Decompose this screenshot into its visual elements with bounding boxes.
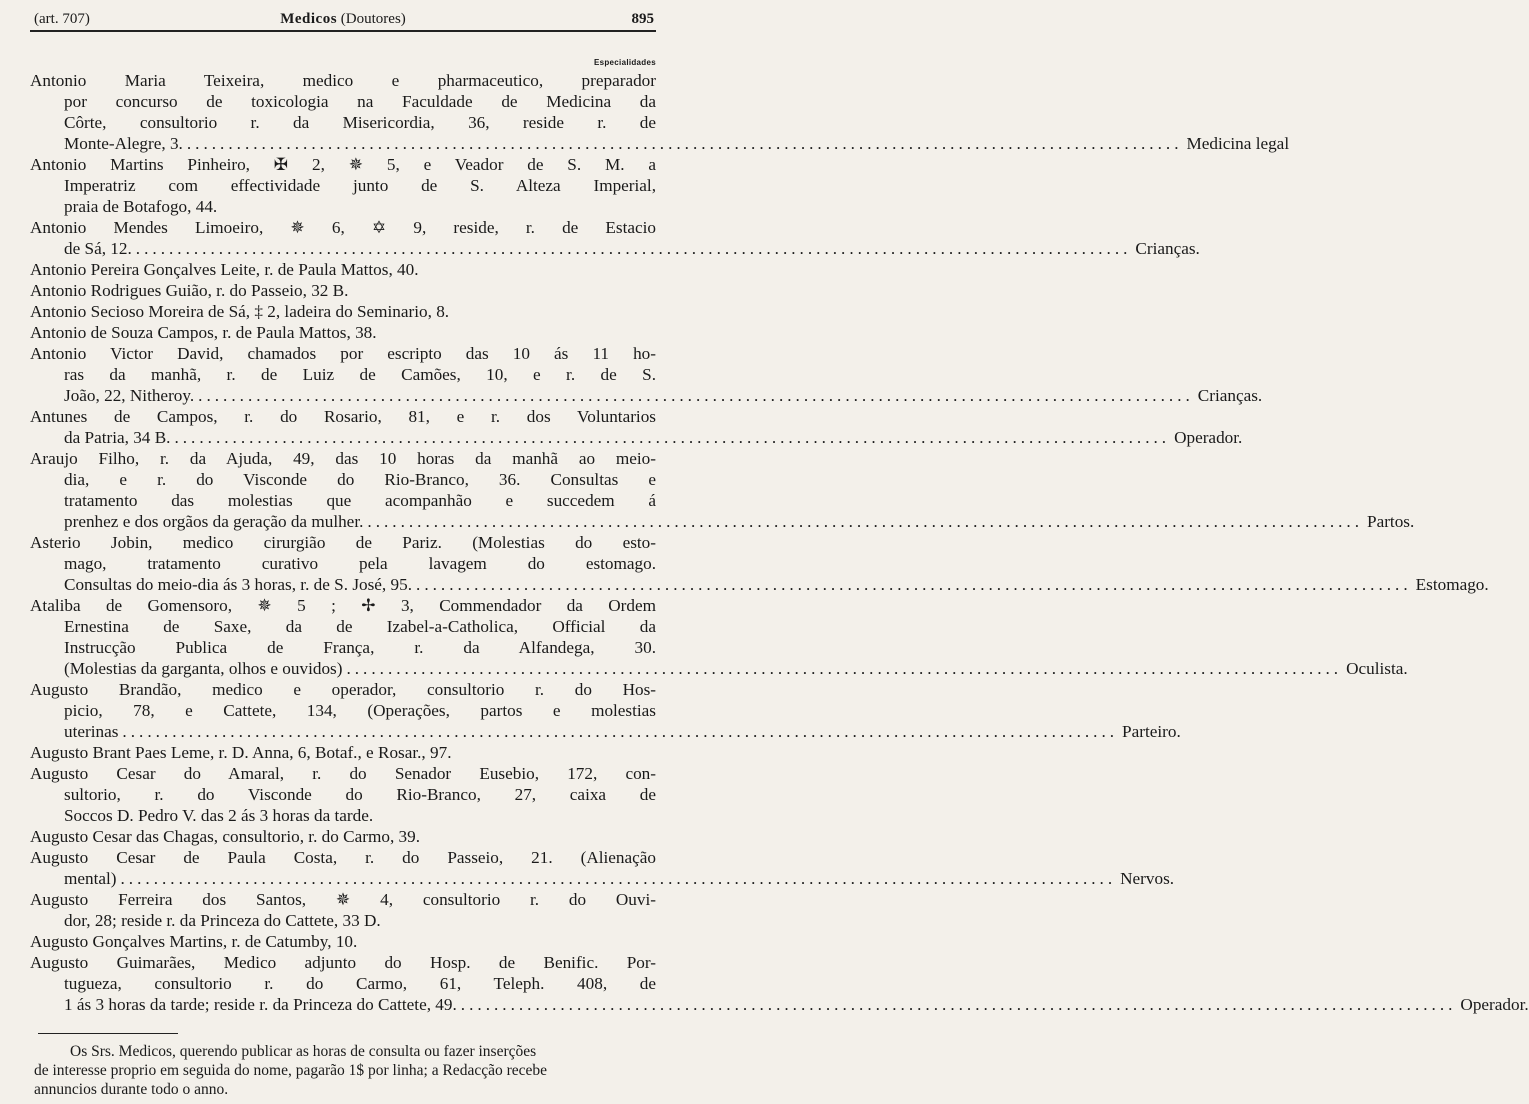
entry-text: Augusto Brandão, medico e operador, consultorio r. do Hos- <box>30 680 656 699</box>
directory-entry <box>30 742 656 763</box>
dot-leader: ........................................................................................................................ <box>120 869 1117 888</box>
footer-line: de interesse proprio em seguida do nome, pagarão 1$ por linha; a Redacção recebe <box>34 1062 548 1079</box>
entry-text: picio, 78, e Cattete, 134, (Operações, partos e molestias <box>64 701 656 720</box>
specialty-label: Operador. <box>1174 428 1243 447</box>
entry-text: Ataliba de Gomensoro, ✵ 5 ; ✢ 3, Commendador da Ordem <box>30 596 656 615</box>
entry-continuation-line <box>30 868 1175 889</box>
entry-text: tugueza, consultorio r. do Carmo, 61, Teleph. 408, de <box>64 974 656 993</box>
specialty-label: Nervos. <box>1120 869 1175 888</box>
entry-name-line <box>30 826 656 847</box>
entry-text: Consultas do meio-dia ás 3 horas, r. de S. José, 95. <box>64 575 413 594</box>
entry-text: Antonio Rodrigues Guião, r. do Passeio, 32 B. <box>30 281 349 300</box>
entry-text: Augusto Cesar do Amaral, r. do Senador Eusebio, 172, con- <box>30 764 656 783</box>
entry-continuation-line <box>30 364 656 385</box>
entry-continuation-line <box>30 238 1200 259</box>
entry-name-line <box>30 931 656 952</box>
entry-name-line <box>30 679 656 700</box>
directory-entry <box>30 343 1263 406</box>
entry-name-line <box>30 70 656 91</box>
directory-entry <box>30 280 656 301</box>
entry-text: Augusto Cesar das Chagas, consultorio, r. do Carmo, 39. <box>30 827 421 846</box>
entry-text: Augusto Gonçalves Martins, r. de Catumby, 10. <box>30 932 358 951</box>
specialty-label: Estomago. <box>1415 575 1489 594</box>
entry-continuation-line <box>30 910 656 931</box>
entry-name-line <box>30 217 656 238</box>
page-title-sub: (Doutores) <box>340 11 406 27</box>
entry-name-line <box>30 406 656 427</box>
entry-continuation-line <box>30 553 656 574</box>
dot-leader: ........................................................................................................................ <box>460 995 1457 1014</box>
entry-text: Augusto Cesar de Paula Costa, r. do Passeio, 21. (Alienação <box>30 848 656 867</box>
entry-name-line <box>30 952 656 973</box>
entry-continuation-line <box>30 112 656 133</box>
entry-text: Antonio Pereira Gonçalves Leite, r. de Paula Mattos, 40. <box>30 260 419 279</box>
entry-name-line <box>30 448 656 469</box>
entry-continuation-line <box>30 91 656 112</box>
entry-continuation-line <box>30 973 656 994</box>
entry-continuation-line <box>30 637 656 658</box>
entry-continuation-line <box>30 511 1415 532</box>
entry-text: de Sá, 12. <box>64 239 132 258</box>
entry-text: Augusto Brant Paes Leme, r. D. Anna, 6, Botaf., e Rosar., 97. <box>30 743 452 762</box>
specialty-label: Crianças. <box>1135 239 1200 258</box>
article-reference: (art. 707) <box>34 11 90 27</box>
entry-text: Antunes de Campos, r. do Rosario, 81, e r. dos Voluntarios <box>30 407 656 426</box>
dot-leader: ........................................................................................................................ <box>174 428 1171 447</box>
entry-text: prenhez e dos orgãos da geração da mulher. <box>64 512 364 531</box>
entry-continuation-line <box>30 490 656 511</box>
entry-text: Antonio Mendes Limoeiro, ✵ 6, ✡ 9, reside, r. de Estacio <box>30 218 656 237</box>
entry-continuation-line <box>30 805 656 826</box>
entry-text: praia de Botafogo, 44. <box>64 197 218 216</box>
specialty-label: Operador. <box>1460 995 1529 1014</box>
entry-name-line <box>30 889 656 910</box>
specialty-label: Medicina legal <box>1186 134 1290 153</box>
entry-name-line <box>30 532 656 553</box>
entry-text: Côrte, consultorio r. da Misericordia, 36, reside r. de <box>64 113 656 132</box>
footer-notice <box>30 1042 656 1099</box>
entry-text: Augusto Guimarães, Medico adjunto do Hosp. de Benific. Por- <box>30 953 656 972</box>
entry-continuation-line <box>30 133 1290 154</box>
entry-text: sultorio, r. do Visconde do Rio-Branco, 27, caixa de <box>64 785 656 804</box>
entry-text: Antonio de Souza Campos, r. de Paula Mattos, 38. <box>30 323 377 342</box>
entry-continuation-line <box>30 385 1263 406</box>
entry-text: Imperatriz com effectividade junto de S. Alteza Imperial, <box>64 176 656 195</box>
footer-divider <box>38 1033 178 1034</box>
entry-text: mago, tratamento curativo pela lavagem do estomago. <box>64 554 656 573</box>
entry-name-line <box>30 259 656 280</box>
entry-text: ras da manhã, r. de Luiz de Camões, 10, e r. de S. <box>64 365 656 384</box>
dot-leader: ........................................................................................................................ <box>416 575 1412 594</box>
entry-name-line <box>30 154 656 175</box>
entry-continuation-line <box>30 700 656 721</box>
entry-continuation-line <box>30 469 656 490</box>
footer-line: Os Srs. Medicos, querendo publicar as horas de consulta ou fazer inserções <box>70 1043 537 1060</box>
specialty-column-header: Especialidades <box>593 58 656 67</box>
dot-leader: ........................................................................................................................ <box>122 722 1119 741</box>
directory-entry <box>30 532 1489 595</box>
entry-text: dia, e r. do Visconde do Rio-Branco, 36. Consultas e <box>64 470 656 489</box>
entry-text: mental) <box>64 869 117 888</box>
entry-continuation-line <box>30 175 656 196</box>
dot-leader: ........................................................................................................................ <box>186 134 1183 153</box>
dot-leader: ........................................................................................................................ <box>367 512 1364 531</box>
entry-text: Instrucção Publica de França, r. da Alfandega, 30. <box>64 638 656 657</box>
entry-name-line <box>30 742 656 763</box>
entry-name-line <box>30 763 656 784</box>
directory-entry <box>30 679 1181 742</box>
directory-entry <box>30 406 1243 448</box>
specialty-label: Parteiro. <box>1122 722 1181 741</box>
entry-text: Araujo Filho, r. da Ajuda, 49, das 10 horas da manhã ao meio- <box>30 449 656 468</box>
entry-name-line <box>30 847 656 868</box>
entry-name-line <box>30 301 656 322</box>
entry-text: 1 ás 3 horas da tarde; reside r. da Princeza do Cattete, 49. <box>64 995 457 1014</box>
directory-entry <box>30 259 656 280</box>
doctor-entries <box>30 70 1529 1015</box>
directory-entry <box>30 595 1408 679</box>
directory-entry <box>30 931 656 952</box>
entry-continuation-line <box>30 616 656 637</box>
entry-text: Antonio Secioso Moreira de Sá, ‡ 2, ladeira do Seminario, 8. <box>30 302 450 321</box>
entry-text: Soccos D. Pedro V. das 2 ás 3 horas da tarde. <box>64 806 374 825</box>
entry-text: da Patria, 34 B. <box>64 428 171 447</box>
entry-continuation-line <box>30 196 656 217</box>
footer-line: annuncios durante todo o anno. <box>34 1081 229 1098</box>
page-title-main: Medicos <box>280 11 338 27</box>
entry-text: tratamento das molestias que acompanhão e succedem á <box>64 491 656 510</box>
page-header <box>30 8 656 32</box>
entry-name-line <box>30 322 656 343</box>
specialty-label: Partos. <box>1367 512 1415 531</box>
directory-entry <box>30 826 656 847</box>
directory-entry <box>30 70 1290 154</box>
entry-text: Antonio Martins Pinheiro, ✠ 2, ✵ 5, e Veador de S. M. a <box>30 155 656 174</box>
page-title <box>30 8 656 30</box>
entry-text: Augusto Ferreira dos Santos, ✵ 4, consultorio r. do Ouvi- <box>30 890 656 909</box>
entry-text: Antonio Maria Teixeira, medico e pharmaceutico, preparador <box>30 71 656 90</box>
page-number: 895 <box>631 11 654 27</box>
entry-text: Ernestina de Saxe, da de Izabel-a-Catholica, Official da <box>64 617 656 636</box>
directory-entry <box>30 448 1415 532</box>
entry-text: por concurso de toxicologia na Faculdade de Medicina da <box>64 92 656 111</box>
directory-entry <box>30 154 656 217</box>
directory-entry <box>30 952 1529 1015</box>
directory-entry <box>30 217 1200 259</box>
entry-text: Antonio Victor David, chamados por escripto das 10 ás 11 ho- <box>30 344 656 363</box>
specialty-label: Crianças. <box>1197 386 1263 405</box>
entry-continuation-line <box>30 427 1243 448</box>
entry-name-line <box>30 343 656 364</box>
entry-continuation-line <box>30 721 1181 742</box>
directory-entry <box>30 847 1175 889</box>
entry-continuation-line <box>30 994 1529 1015</box>
directory-entry <box>30 763 656 826</box>
directory-entry <box>30 322 656 343</box>
entry-text: João, 22, Nitheroy. <box>64 386 195 405</box>
entry-text: Monte-Alegre, 3. <box>64 134 183 153</box>
entry-text: Asterio Jobin, medico cirurgião de Pariz. (Molestias do esto- <box>30 533 656 552</box>
entry-text: uterinas <box>64 722 119 741</box>
entry-text: dor, 28; reside r. da Princeza do Cattete, 33 D. <box>64 911 381 930</box>
directory-entry <box>30 889 656 931</box>
entry-text: (Molestias da garganta, olhos e ouvidos) <box>64 659 343 678</box>
entry-name-line <box>30 595 656 616</box>
dot-leader: ........................................................................................................................ <box>198 386 1194 405</box>
dot-leader: ........................................................................................................................ <box>346 659 1343 678</box>
specialty-label: Oculista. <box>1346 659 1408 678</box>
entry-continuation-line <box>30 784 656 805</box>
dot-leader: ........................................................................................................................ <box>135 239 1132 258</box>
entry-continuation-line <box>30 658 1408 679</box>
directory-entry <box>30 301 656 322</box>
entry-name-line <box>30 280 656 301</box>
entry-continuation-line <box>30 574 1489 595</box>
